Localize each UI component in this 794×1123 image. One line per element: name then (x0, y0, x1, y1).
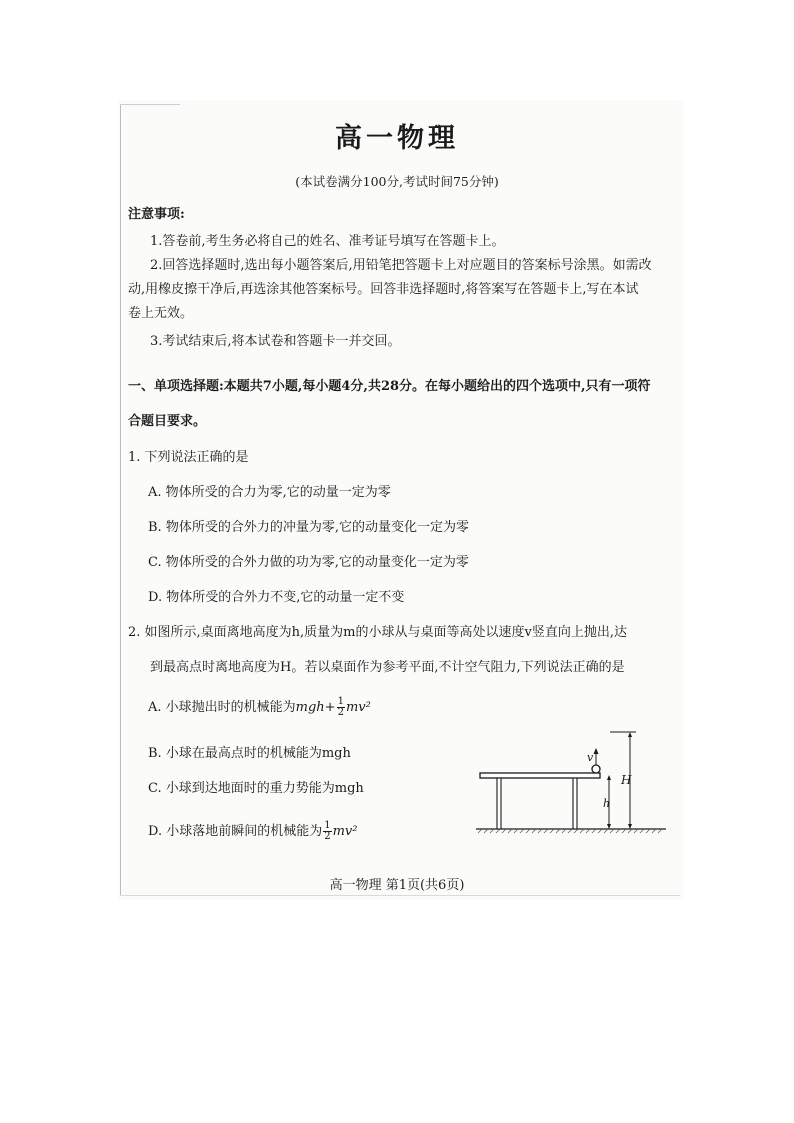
height-H-arrowhead-top (628, 732, 632, 737)
question-1-option-c: C. 物体所受的合外力做的功为零,它的动量变化一定为零 (148, 555, 469, 570)
question-1-option-a: A. 物体所受的合力为零,它的动量一定为零 (148, 485, 391, 500)
notice-heading: 注意事项: (128, 207, 185, 222)
table-leg-right (573, 778, 577, 829)
option-a-expr: mgh+ (295, 700, 336, 715)
question-2-option-d (148, 820, 358, 842)
scan-edge (120, 104, 121, 896)
scan-edge (120, 895, 680, 896)
table-top (480, 773, 600, 778)
notice-item-3: 3.考试结束后,将本试卷和答题卡一并交回。 (150, 334, 401, 349)
notice-item-2-line-3: 卷上无效。 (128, 306, 194, 321)
question-2-option-a (148, 696, 371, 718)
height-h-arrowhead-bottom (607, 824, 611, 829)
velocity-label: v (587, 751, 594, 764)
fraction (323, 821, 331, 842)
question-1-option-b: B. 物体所受的合外力的冲量为零,它的动量变化一定为零 (148, 520, 469, 535)
notice-item-2-line-1: 2.回答选择题时,选出每小题答案后,用铅笔把答题卡上对应题目的答案标号涂黑。如需改 (150, 258, 652, 273)
question-1-stem: 1. 下列说法正确的是 (128, 450, 249, 465)
fraction-numerator: 1 (324, 820, 331, 831)
option-d-text: D. 小球落地前瞬间的机械能为 (148, 824, 323, 839)
fraction-numerator: 1 (337, 696, 344, 707)
question-1-option-d: D. 物体所受的合外力不变,它的动量一定不变 (148, 590, 405, 605)
section-heading-line-2: 合题目要求。 (128, 414, 207, 429)
option-d-expr: mv² (332, 824, 358, 839)
exam-info: (本试卷满分100分,考试时间75分钟) (295, 174, 499, 189)
question-2-option-b: B. 小球在最高点时的机械能为mgh (148, 746, 351, 761)
height-H-arrowhead-bottom (628, 824, 632, 829)
height-h-arrowhead-top (607, 775, 611, 780)
question-2-option-c: C. 小球到达地面时的重力势能为mgh (148, 781, 364, 796)
page-footer: 高一物理 第1页(共6页) (329, 878, 465, 893)
page-title: 高一物理 (335, 123, 459, 154)
option-a-expr-tail: mv² (345, 700, 371, 715)
fraction-denominator: 2 (324, 831, 331, 842)
table-ball-figure (470, 720, 670, 845)
scan-edge (120, 104, 180, 105)
fraction-denominator: 2 (337, 707, 344, 718)
height-H-label: H (621, 773, 632, 787)
table-leg-left (497, 778, 501, 829)
question-2-stem-line-1: 2. 如图所示,桌面离地高度为h,质量为m的小球从与桌面等高处以速度v竖直向上抛出,达 (128, 625, 627, 640)
option-a-text: A. 小球抛出时的机械能为 (148, 700, 296, 715)
fraction (337, 697, 345, 718)
velocity-arrowhead (594, 748, 599, 754)
section-heading-line-1: 一、单项选择题:本题共7小题,每小题4分,共28分。在每小题给出的四个选项中,只有一项符 (128, 379, 651, 394)
height-h-label: h (603, 797, 611, 810)
notice-item-2-line-2: 动,用橡皮擦干净后,再选涂其他答案标号。回答非选择题时,将答案写在答题卡上,写在本试 (128, 282, 639, 297)
ball (592, 765, 600, 773)
notice-item-1: 1.答卷前,考生务必将自己的姓名、准考证号填写在答题卡上。 (150, 234, 505, 249)
question-2-stem-line-2: 到最高点时离地高度为H。若以桌面作为参考平面,不计空气阻力,下列说法正确的是 (150, 660, 625, 675)
